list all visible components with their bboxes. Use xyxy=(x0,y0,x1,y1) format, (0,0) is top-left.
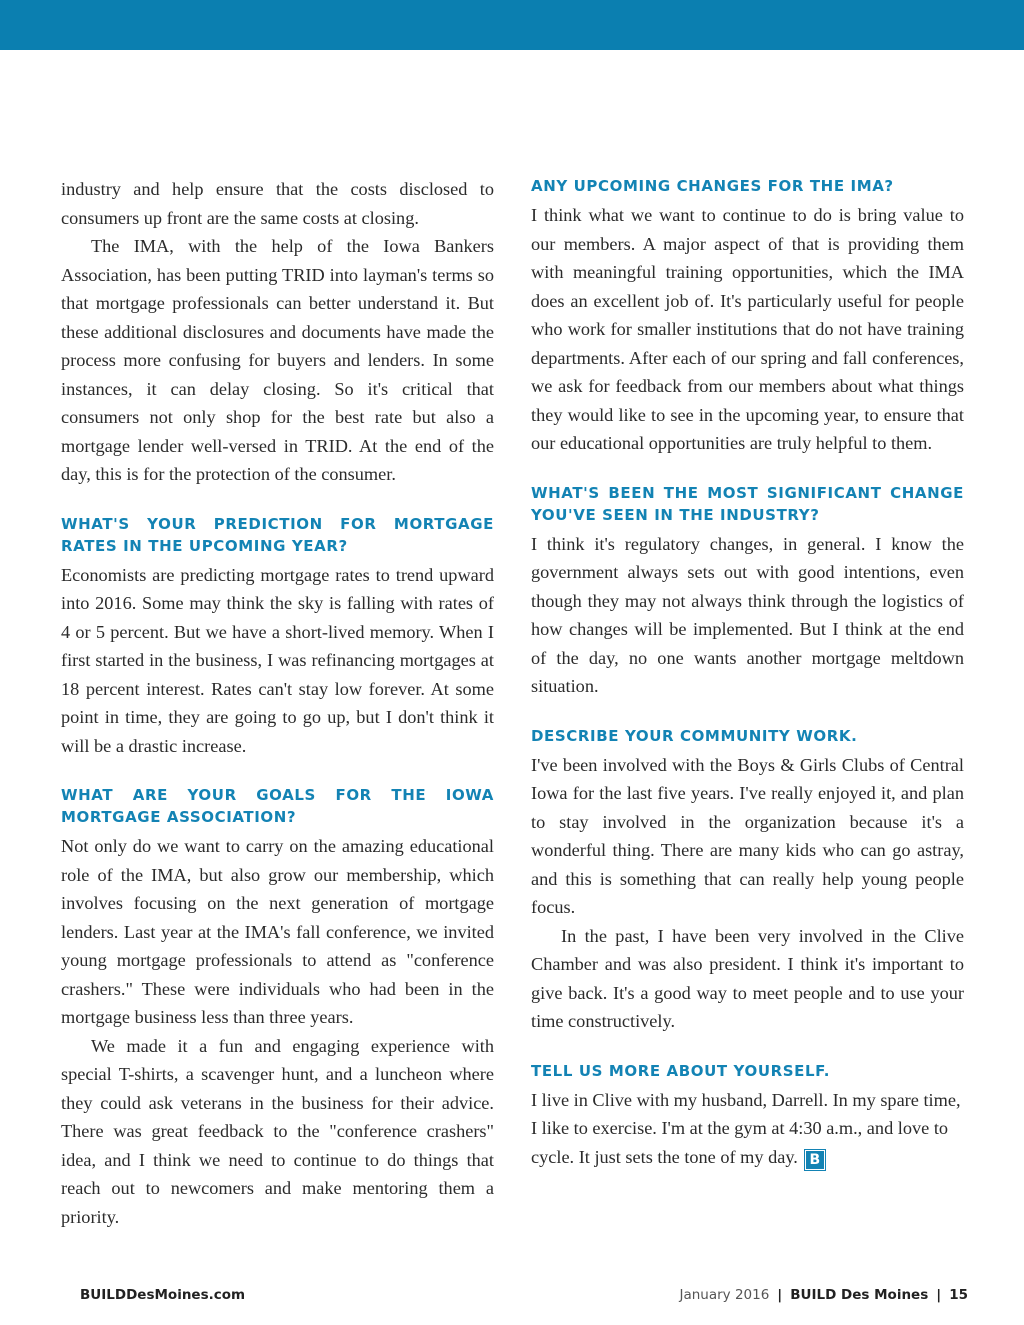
footer-separator-2: | xyxy=(936,1287,942,1303)
footer-publication: BUILD Des Moines xyxy=(790,1287,929,1303)
footer-page-number: 15 xyxy=(949,1287,968,1303)
answer-community: I've been involved with the Boys & Girls Clubs of Central Iowa for the last five years. I've really enjoyed it, and plan to stay involved in the organization because it's a wonderful thing. There are many kids who can go astray, and this is something that can really help young people focus. xyxy=(531,754,964,917)
footer-folio xyxy=(679,1287,968,1303)
answer-community-continued: In the past, I have been very involved in the Clive Chamber and was also president. I think it's important to give back. It's a good way to meet people and to use your time constructively. xyxy=(531,925,964,1031)
footer-separator: | xyxy=(777,1287,783,1303)
end-mark-icon: B xyxy=(806,1151,824,1169)
footer-website: BUILDDesMoines.com xyxy=(80,1287,246,1303)
answer-about-yourself xyxy=(531,1086,964,1172)
question-heading-significant-change: WHAT'S BEEN THE MOST SIGNIFICANT CHANGE YOU'VE SEEN IN THE INDUSTRY? xyxy=(531,483,964,524)
question-heading-goals: WHAT ARE YOUR GOALS FOR THE IOWA MORTGAGE ASSOCIATION? xyxy=(61,786,494,826)
left-column xyxy=(61,175,494,1231)
answer-about-yourself-text: I live in Clive with my husband, Darrell. In my spare time, I like to exercise. I'm at the gym at 4:30 a.m., and love to cycle. It just sets the tone of my day. xyxy=(531,1089,961,1167)
header-color-bar xyxy=(0,0,1024,50)
answer-goals: Not only do we want to carry on the amazing educational role of the IMA, but also grow our membership, which involves focusing on the next generation of mortgage lenders. Last year at the IMA's fall conference, we invited young mortgage professionals to attend as "conference crashers." These were individuals who had been in the mortgage business less than three years. xyxy=(61,836,494,1027)
footer-issue-date: January 2016 xyxy=(679,1287,770,1303)
question-heading-changes: ANY UPCOMING CHANGES FOR THE IMA? xyxy=(531,177,894,195)
right-column xyxy=(531,175,964,1171)
question-heading-about-yourself: TELL US MORE ABOUT YOURSELF. xyxy=(531,1061,831,1080)
answer-rates: Economists are predicting mortgage rates to trend upward into 2016. Some may think the sky is falling with rates of 4 or 5 percent. But we have a short-lived memory. When I first started in the business, I was refinancing mortgages at 18 percent interest. Rates can't stay low forever. At some point in time, they are going to go up, but I don't think it will be a drastic increase. xyxy=(61,564,494,756)
answer-significant-change: I think it's regulatory changes, in general. I know the government always sets out with good intentions, even though they may not always think through the logistics of how changes will be implemented. But I think at the end of the day, no one wants another mortgage meltdown situation. xyxy=(531,533,964,696)
question-heading-community: DESCRIBE YOUR COMMUNITY WORK. xyxy=(531,726,858,745)
answer-goals-continued: We made it a fun and engaging experience with special T-shirts, a scavenger hunt, and a luncheon where they could ask veterans in the business for their advice. There was great feedback to the "conference crashers" idea, and I think we need to continue to do things that reach out to newcomers and make mentoring them a priority. xyxy=(61,1035,494,1227)
answer-changes: I think what we want to continue to do is bring value to our members. A major aspect of that is providing them with meaningful training opportunities, which the IMA does an excellent job of. It's particularly useful for people who work for smaller institutions that do not have training departments. After each of our spring and fall conferences, we ask for feedback from our members about what things they would like to see in the upcoming year, to ensure that our educational opportunities are truly helpful to them. xyxy=(531,205,964,453)
left-paragraph-2: The IMA, with the help of the Iowa Bankers Association, has been putting TRID into layman's terms so that mortgage professionals can better understand it. But these additional disclosures and documents have made the process more confusing for buyers and lenders. In some instances, it can delay closing. So it's critical that consumers not only shop for the best rate but also a mortgage lender well-versed in TRID. At the end of the day, this is for the protection of the consumer. xyxy=(61,236,494,484)
left-paragraph-1: industry and help ensure that the costs disclosed to consumers up front are the same costs at closing. xyxy=(61,179,494,228)
question-heading-rates: WHAT'S YOUR PREDICTION FOR MORTGAGE RATES IN THE UPCOMING YEAR? xyxy=(61,514,494,555)
